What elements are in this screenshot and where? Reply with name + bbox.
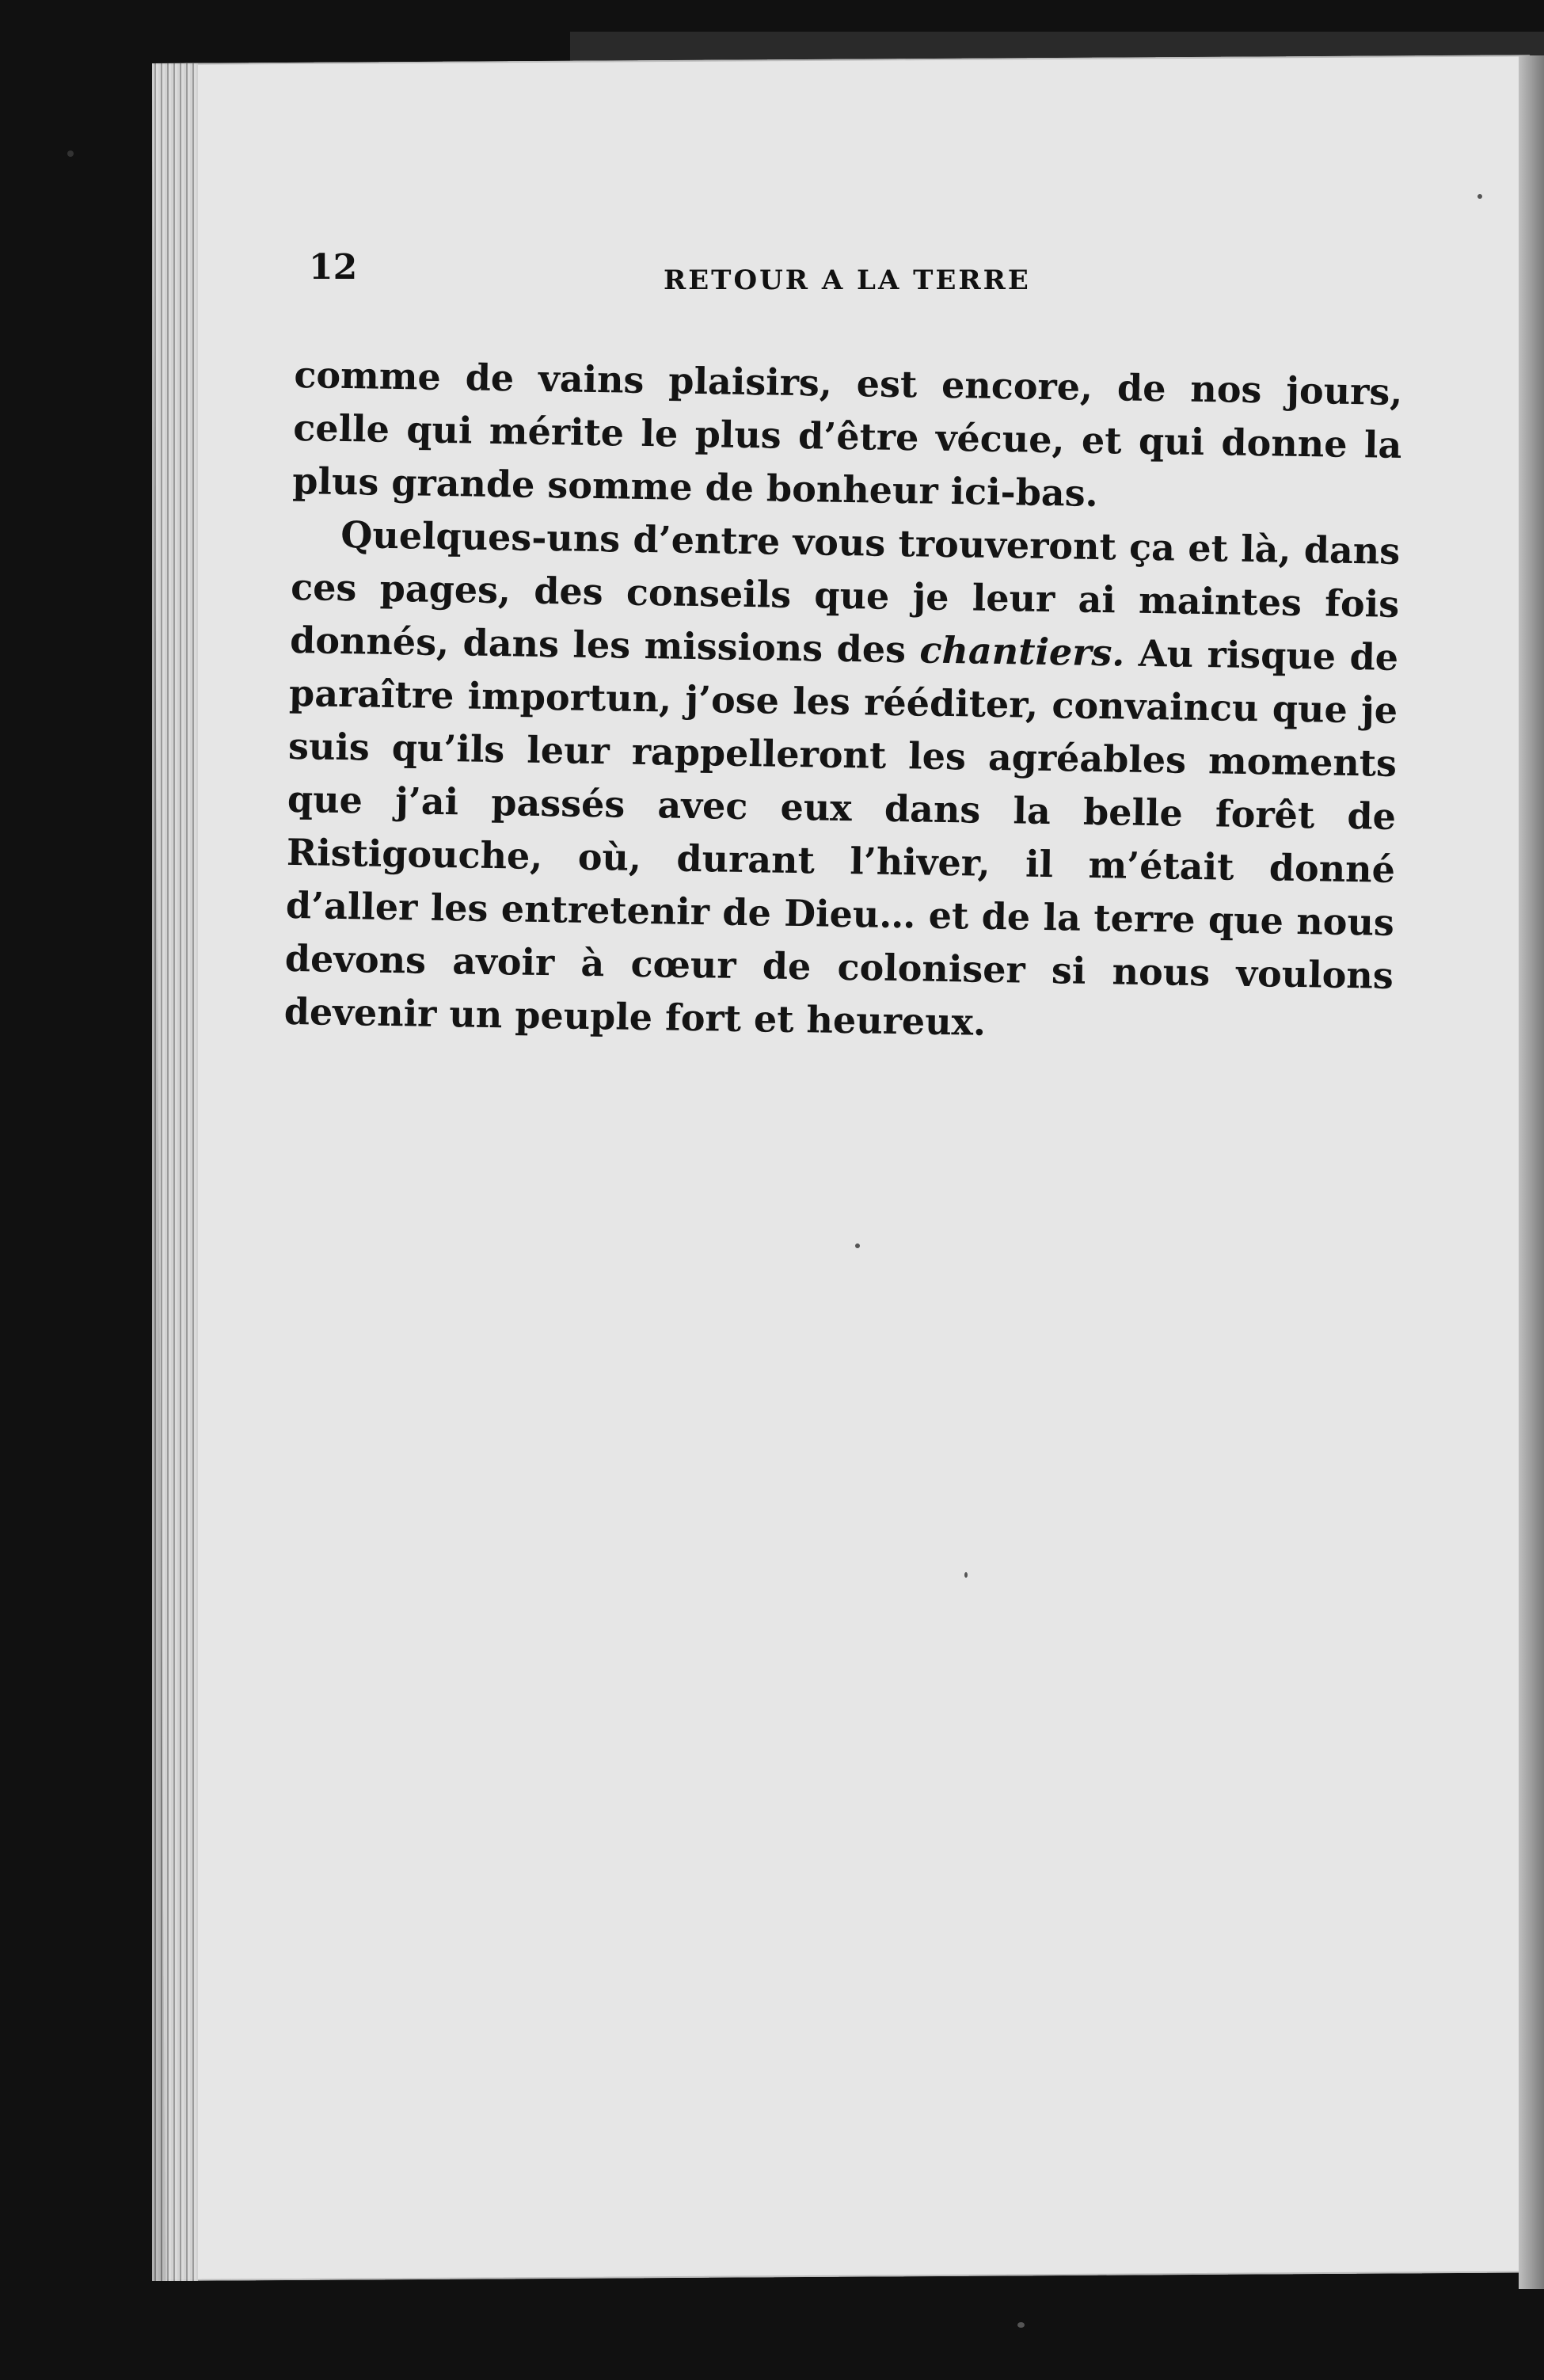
paragraph-2-italic: chantiers.: [919, 628, 1125, 675]
scan-speck: [1477, 194, 1482, 199]
page-number: 12: [309, 247, 358, 288]
paragraph-1: comme de vains plaisirs, est encore, de nos jours, celle qui mérite le plus d’être vécue, et qui donne la plus grande somme de bonheur ici-bas.: [291, 352, 1403, 515]
paragraph-2-text-continued: Au risque de paraître importun, j’ose les rééditer, convaincu que je suis qu’ils leur rappelleront les agréables moments que j’ai passés avec eux dans la belle forêt de Ristigouche, où, durant l’hiver, il m’était donné d’aller les entretenir de Dieu… et de la terre que nous devons avoir à cœur de coloniser si nous voulons devenir un peuple fort et heureux.: [283, 631, 1399, 1044]
scan-speck: [855, 1243, 860, 1248]
body-text: [283, 348, 1403, 1056]
running-head: [309, 247, 1101, 295]
running-title: RETOUR A LA TERRE: [664, 265, 1031, 296]
scan-speck: [67, 150, 74, 157]
page-right-edge: [1519, 55, 1544, 2289]
paragraph-2: [283, 508, 1400, 1056]
scan-speck: [964, 1572, 968, 1578]
page-stack-edge: [152, 63, 198, 2281]
paragraph-2-text: Quelques-uns d’entre vous trouveront ça et là, dans ces pages, des conseils que je leur ai maintes fois donnés, dans les missions des: [289, 512, 1401, 672]
scan-speck: [1017, 2322, 1025, 2328]
